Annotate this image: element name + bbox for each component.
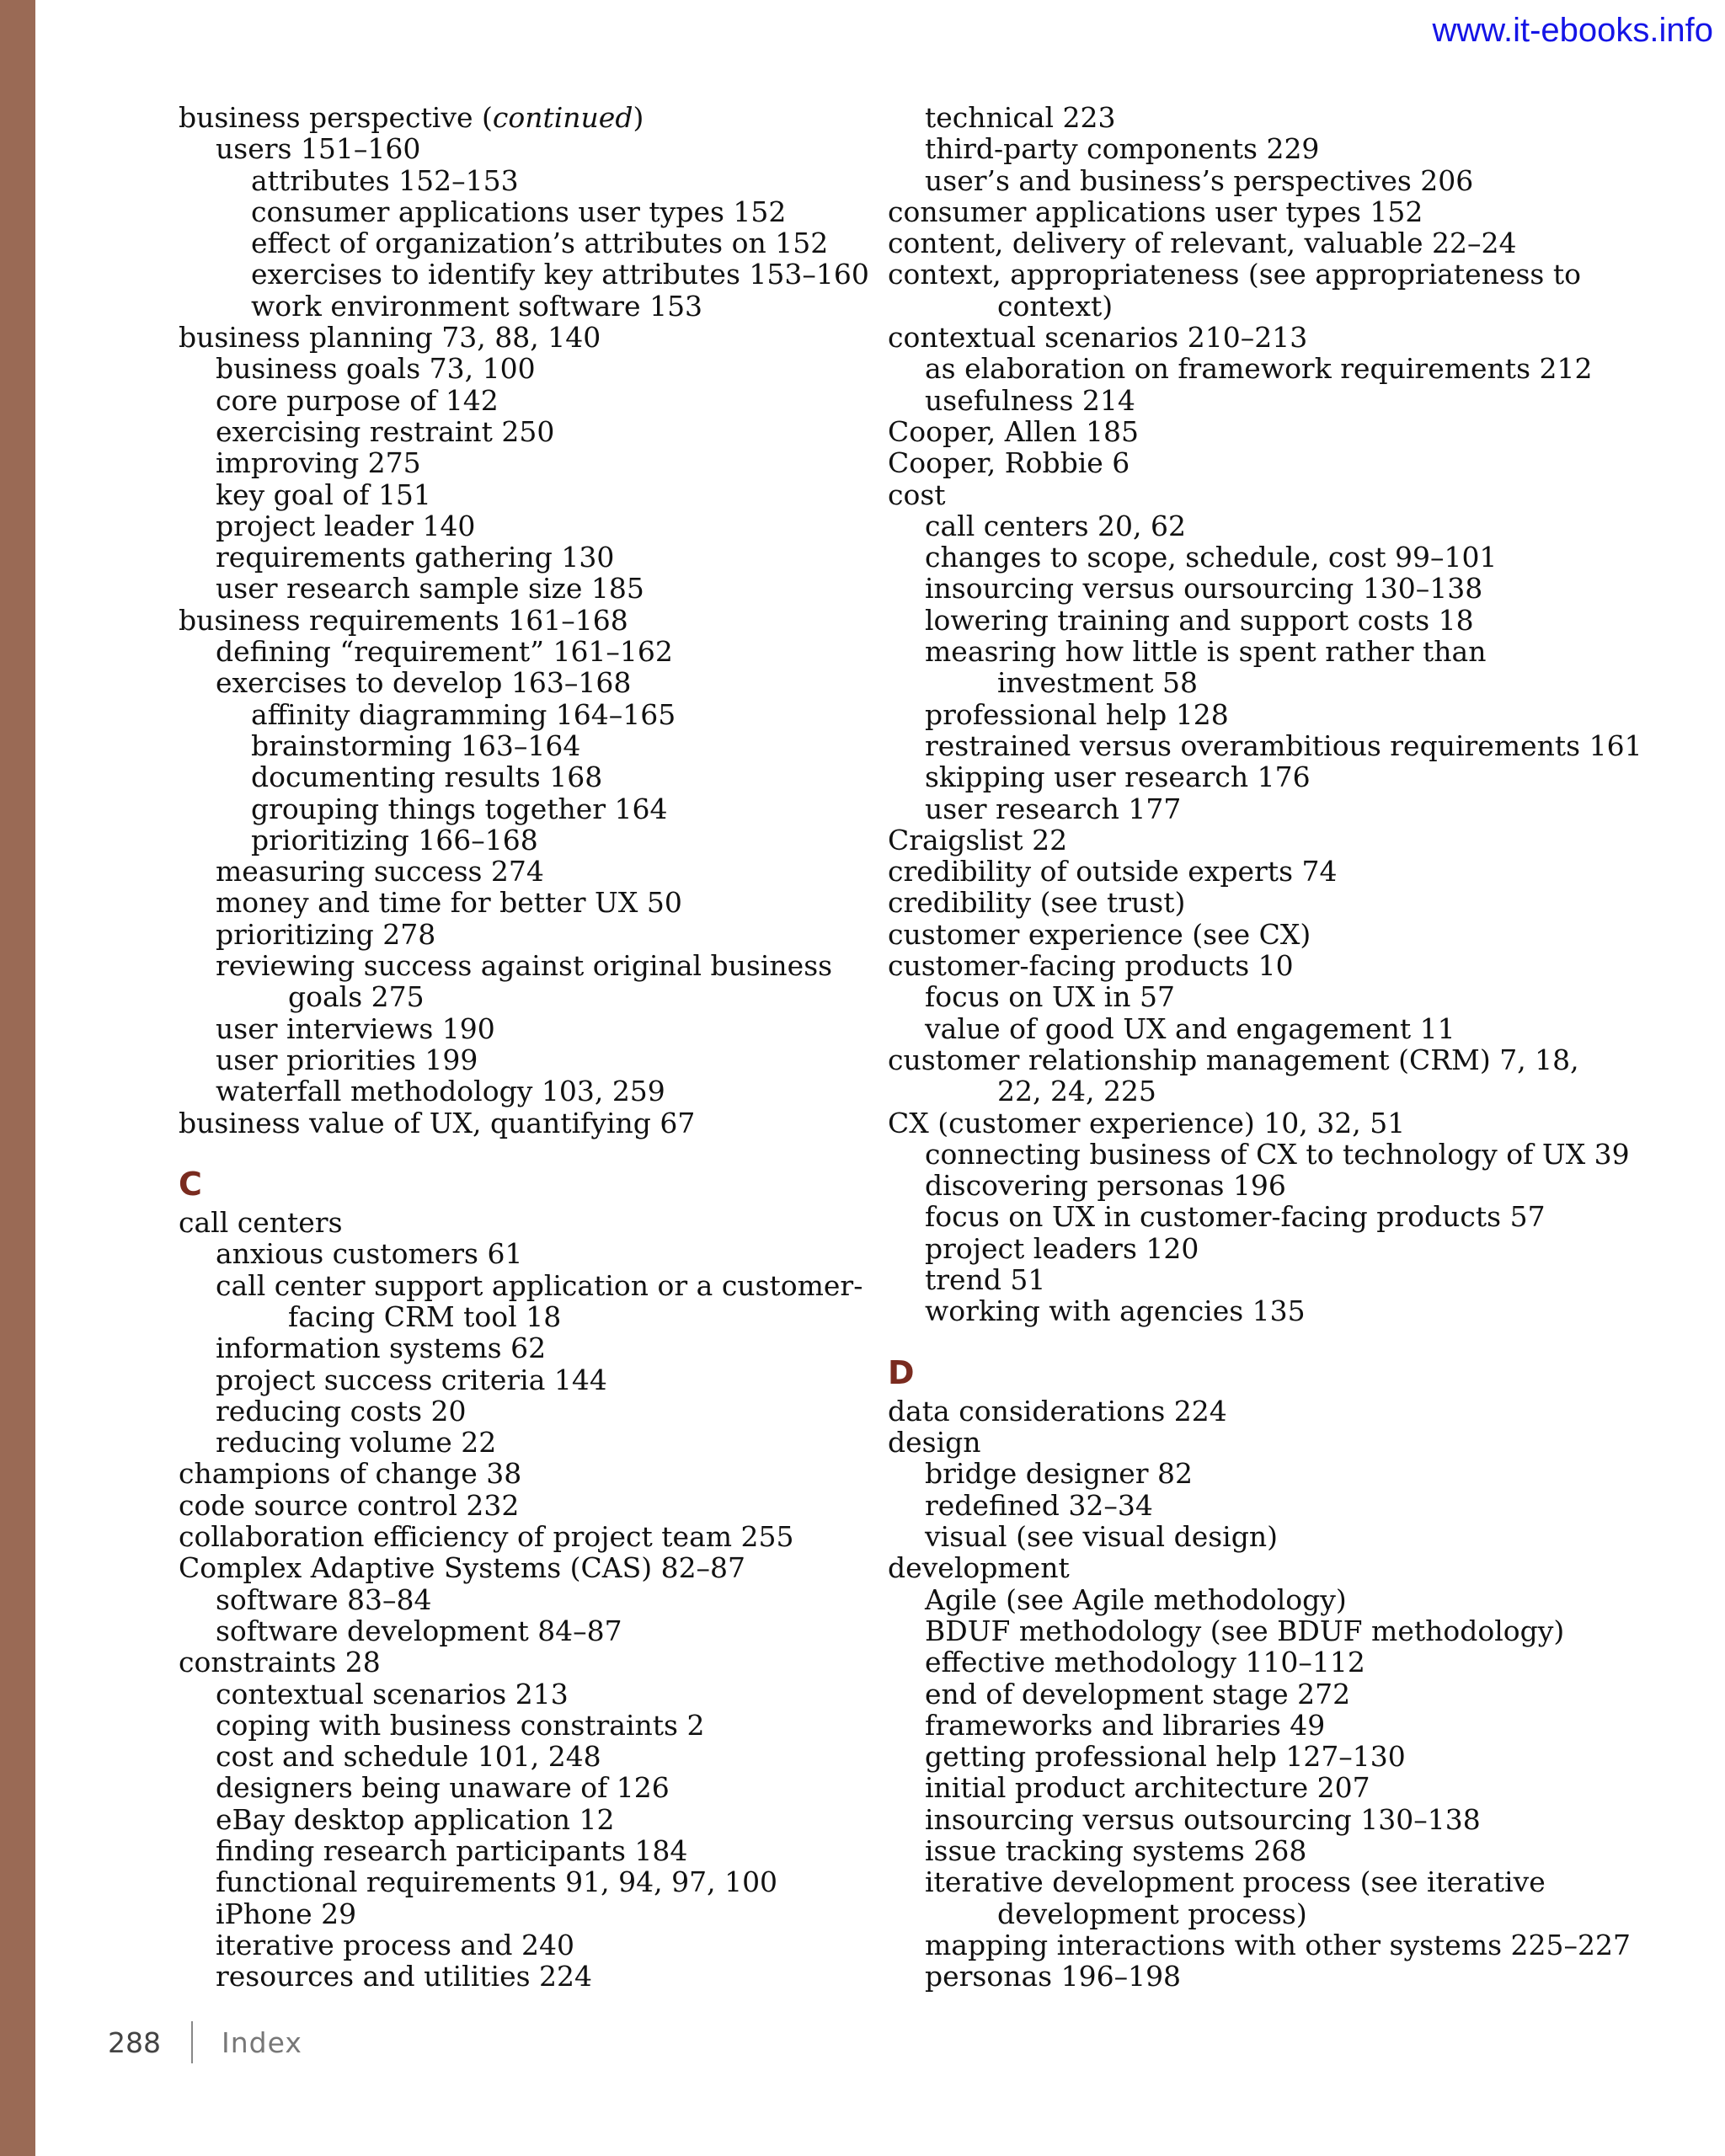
index-entry: measring how little is spent rather than xyxy=(925,635,1487,669)
index-entry: usefulness 214 xyxy=(925,383,1135,417)
index-entry: CX (customer experience) 10, 32, 51 xyxy=(888,1106,1406,1139)
index-entry: end of development stage 272 xyxy=(925,1677,1351,1710)
index-entry: defining “requirement” 161–162 xyxy=(216,635,673,669)
index-group-d xyxy=(888,1396,1646,1993)
index-entry: consumer applications user types 152 xyxy=(251,195,787,228)
index-entry: resources and utilities 224 xyxy=(216,1960,593,1993)
index-entry: grouping things together 164 xyxy=(251,792,668,825)
index-entry: cost and schedule 101, 248 xyxy=(216,1740,601,1774)
index-entry: insourcing versus oursourcing 130–138 xyxy=(925,572,1483,606)
index-entry: user interviews 190 xyxy=(216,1011,495,1045)
index-entry: mapping interactions with other systems 225–227 xyxy=(925,1928,1632,1961)
index-entry: connecting business of CX to technology of UX 39 xyxy=(925,1137,1630,1171)
index-entry: cost xyxy=(888,478,946,511)
page-footer xyxy=(108,2023,302,2062)
index-entry: BDUF methodology (see BDUF methodology) xyxy=(925,1614,1565,1647)
index-entry: coping with business constraints 2 xyxy=(216,1708,705,1742)
index-entry: focus on UX in 57 xyxy=(925,980,1175,1014)
index-entry: affinity diagramming 164–165 xyxy=(251,697,676,731)
index-entry: as elaboration on framework requirements 212 xyxy=(925,352,1593,386)
index-entry: documenting results 168 xyxy=(251,760,603,794)
index-entry: getting professional help 127–130 xyxy=(925,1740,1406,1774)
index-entry: personas 196–198 xyxy=(925,1960,1182,1993)
index-entry: requirements gathering 130 xyxy=(216,541,615,574)
index-entry: restrained versus overambitious requirements 161 xyxy=(925,728,1642,762)
index-entry: insourcing versus outsourcing 130–138 xyxy=(925,1802,1481,1836)
index-entry: contextual scenarios 210–213 xyxy=(888,321,1308,355)
index-entry: contextual scenarios 213 xyxy=(216,1677,569,1710)
index-entry: key goal of 151 xyxy=(216,478,431,511)
index-entry: credibility of outside experts 74 xyxy=(888,855,1338,889)
index-entry: project success criteria 144 xyxy=(216,1363,607,1396)
index-entry: finding research participants 184 xyxy=(216,1834,688,1868)
index-entry: business value of UX, quantifying 67 xyxy=(179,1106,696,1139)
index-entry: prioritizing 278 xyxy=(216,917,436,951)
index-entry: trend 51 xyxy=(925,1262,1046,1296)
index-entry: call center support application or a customer- xyxy=(216,1268,863,1302)
index-entry: user research sample size 185 xyxy=(216,572,644,606)
index-entry: lowering training and support costs 18 xyxy=(925,603,1474,637)
index-entry: iterative process and 240 xyxy=(216,1928,574,1961)
index-entry-continuation: 22, 24, 225 xyxy=(997,1075,1156,1108)
index-entry: anxious customers 61 xyxy=(216,1237,523,1271)
section-heading-c: C xyxy=(179,1165,202,1203)
index-entry: third-party components 229 xyxy=(925,132,1320,166)
index-entry: customer relationship management (CRM) 7, 18, xyxy=(888,1043,1579,1076)
index-entry: users 151–160 xyxy=(216,132,421,166)
index-entry: champions of change 38 xyxy=(179,1457,522,1491)
index-entry: software 83–84 xyxy=(216,1582,432,1616)
index-entry: effect of organization’s attributes on 152 xyxy=(251,227,829,260)
index-entry: designers being unaware of 126 xyxy=(216,1771,670,1805)
index-entry: work environment software 153 xyxy=(251,289,703,323)
index-entry: constraints 28 xyxy=(179,1646,381,1679)
index-entry: user’s and business’s perspectives 206 xyxy=(925,163,1474,197)
index-entry: exercises to identify key attributes 153–160 xyxy=(251,258,869,291)
index-entry: working with agencies 135 xyxy=(925,1294,1306,1328)
index-column-left xyxy=(179,102,869,1993)
index-entry: project leader 140 xyxy=(216,509,476,542)
index-entry: initial product architecture 207 xyxy=(925,1771,1370,1805)
index-entry-continuation: investment 58 xyxy=(997,666,1198,700)
index-entry: effective methodology 110–112 xyxy=(925,1646,1365,1679)
index-entry: Agile (see Agile methodology) xyxy=(925,1582,1347,1616)
index-entry: software development 84–87 xyxy=(216,1614,622,1647)
index-entry: business requirements 161–168 xyxy=(179,603,628,637)
index-entry: credibility (see trust) xyxy=(888,886,1186,920)
index-entry-continuation: facing CRM tool 18 xyxy=(288,1299,562,1333)
index-group-b xyxy=(179,102,869,1139)
index-entry: Cooper, Allen 185 xyxy=(888,414,1139,448)
index-entry: reducing costs 20 xyxy=(216,1394,467,1428)
index-entry: design xyxy=(888,1426,981,1460)
index-entry: professional help 128 xyxy=(925,697,1229,731)
index-entry: measuring success 274 xyxy=(216,855,544,889)
page-number: 288 xyxy=(108,2025,161,2059)
index-entry: project leaders 120 xyxy=(925,1231,1199,1265)
index-entry: brainstorming 163–164 xyxy=(251,728,581,762)
index-entry: attributes 152–153 xyxy=(251,163,519,197)
index-entry: business perspective (continued) xyxy=(179,101,644,134)
index-entry: eBay desktop application 12 xyxy=(216,1802,615,1836)
index-entry: consumer applications user types 152 xyxy=(888,195,1423,228)
section-heading-d: D xyxy=(888,1353,915,1391)
index-entry: money and time for better UX 50 xyxy=(216,886,682,920)
index-entry: Complex Adaptive Systems (CAS) 82–87 xyxy=(179,1551,746,1585)
index-entry: business goals 73, 100 xyxy=(216,352,536,386)
index-entry: Craigslist 22 xyxy=(888,823,1068,857)
index-entry: call centers xyxy=(179,1206,343,1240)
index-entry: iPhone 29 xyxy=(216,1897,357,1930)
index-entry: prioritizing 166–168 xyxy=(251,823,538,857)
index-entry: frameworks and libraries 49 xyxy=(925,1708,1326,1742)
index-entry: customer experience (see CX) xyxy=(888,917,1311,951)
index-group-c xyxy=(179,1207,869,1992)
index-entry: discovering personas 196 xyxy=(925,1169,1286,1203)
index-column-right xyxy=(888,102,1646,1993)
index-entry: functional requirements 91, 94, 97, 100 xyxy=(216,1865,778,1899)
index-entry: bridge designer 82 xyxy=(925,1457,1194,1491)
footer-section-name: Index xyxy=(222,2025,302,2059)
index-entry: reviewing success against original business xyxy=(216,949,833,983)
index-entry: information systems 62 xyxy=(216,1331,547,1365)
index-entry: data considerations 224 xyxy=(888,1394,1227,1428)
index-entry: focus on UX in customer-facing products 57 xyxy=(925,1200,1546,1234)
index-entry-continuation: development process) xyxy=(997,1897,1307,1930)
footer-divider xyxy=(191,2021,193,2063)
index-entry: changes to scope, schedule, cost 99–101 xyxy=(925,541,1498,574)
watermark-link[interactable]: www.it-ebooks.info xyxy=(1432,12,1713,49)
index-entry: skipping user research 176 xyxy=(925,760,1311,794)
index-entry: iterative development process (see iterative xyxy=(925,1865,1546,1899)
index-entry: context, appropriateness (see appropriateness to xyxy=(888,258,1581,291)
index-entry: customer-facing products 10 xyxy=(888,949,1294,983)
index-entry: visual (see visual design) xyxy=(925,1520,1278,1554)
index-entry: call centers 20, 62 xyxy=(925,509,1186,542)
index-entry: value of good UX and engagement 11 xyxy=(925,1011,1455,1045)
index-entry: redefined 32–34 xyxy=(925,1488,1153,1522)
index-entry: business planning 73, 88, 140 xyxy=(179,321,601,355)
index-entry: development xyxy=(888,1551,1070,1585)
index-entry: code source control 232 xyxy=(179,1488,520,1522)
index-entry: improving 275 xyxy=(216,446,421,480)
index-entry: content, delivery of relevant, valuable 22–24 xyxy=(888,227,1517,260)
index-entry: user priorities 199 xyxy=(216,1043,478,1076)
index-entry: exercising restraint 250 xyxy=(216,414,555,448)
index-entry: collaboration efficiency of project team 255 xyxy=(179,1520,794,1554)
index-entry: exercises to develop 163–168 xyxy=(216,666,632,700)
index-entry: user research 177 xyxy=(925,792,1182,825)
index-entry-continuation: goals 275 xyxy=(288,980,425,1014)
index-entry: reducing volume 22 xyxy=(216,1426,497,1460)
index-entry: technical 223 xyxy=(925,101,1116,134)
index-entry-continuation: context) xyxy=(997,289,1114,323)
page-edge-band xyxy=(0,0,35,2156)
index-entry: issue tracking systems 268 xyxy=(925,1834,1307,1868)
index-group-c-continued xyxy=(888,102,1646,1327)
index-entry: Cooper, Robbie 6 xyxy=(888,446,1130,480)
index-entry: core purpose of 142 xyxy=(216,383,499,417)
index-entry: waterfall methodology 103, 259 xyxy=(216,1075,665,1108)
